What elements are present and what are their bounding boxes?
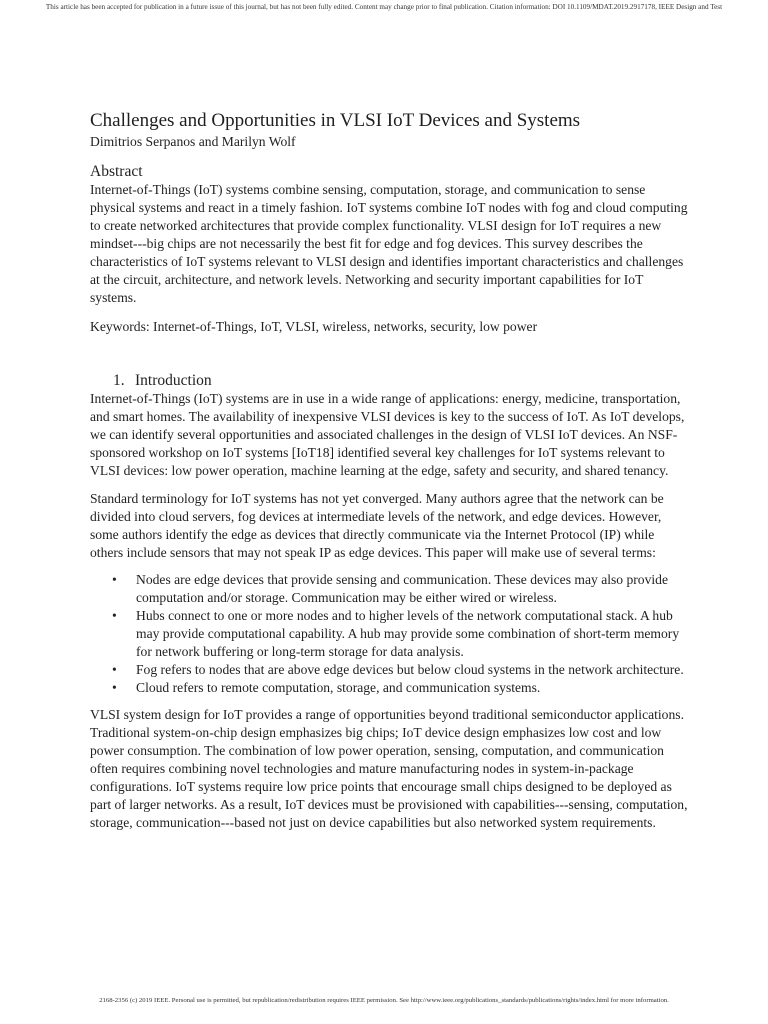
bullet-icon: •	[112, 608, 117, 623]
bullet-icon: •	[112, 662, 117, 677]
copyright-notice-footer: 2168-2356 (c) 2019 IEEE. Personal use is permitted, but republication/redistribution requires IEEE permission. See http://www.ieee.org/publications_standards/publications/rights/index.html for more information.	[99, 997, 669, 1004]
intro-paragraph-2: Standard terminology for IoT systems has not yet converged. Many authors agree that the network can be divided into cloud servers, fog devices at intermediate levels of the network, and edge devices. However, some authors identify the edge as devices that directly communicate via the Internet Protocol (IP) while others include sensors that may not speak IP as edge devices. This paper will make use of several terms:	[90, 491, 664, 560]
intro-paragraph-3: VLSI system design for IoT provides a range of opportunities beyond traditional semiconductor applications. Traditional system-on-chip design emphasizes big chips; IoT device design emphasizes low cost and low power consumption. The combination of low power operation, sensing, computation, and communication often requires combining novel technologies and mature manufacturing nodes in system-in-package configurations. IoT systems require low price points that encourage small chips designed to be deployed as part of larger networks. As a result, IoT devices must be provisioned with capabilities---sensing, computation, storage, communication---based not just on device capabilities but also networked system requirements.	[90, 707, 688, 830]
journal-notice-header: This article has been accepted for publication in a future issue of this journal, but has not been fully edited. Content may change prior to final publication. Citation information: DOI 10.1109/MDAT.2019.2917178, IEEE Design and Test	[45, 3, 723, 11]
intro-paragraph-1: Internet-of-Things (IoT) systems are in use in a wide range of applications: energy, medicine, transportation, and smart homes. The availability of inexpensive VLSI devices is key to the success of IoT. As IoT develops, we can identify several opportunities and associated challenges in the design of VLSI IoT devices. An NSF-sponsored workshop on IoT systems [IoT18] identified several key challenges for IoT systems relevant to VLSI devices: low power operation, machine learning at the edge, safety and security, and shared tenancy.	[90, 391, 685, 478]
abstract-heading: Abstract	[90, 163, 143, 180]
terminology-list	[90, 571, 690, 697]
paper-authors: Dimitrios Serpanos and Marilyn Wolf	[90, 134, 296, 149]
list-item-text: Fog refers to nodes that are above edge devices but below cloud systems in the network architecture.	[136, 662, 684, 677]
list-item-text: Nodes are edge devices that provide sensing and communication. These devices may also provide computation and/or storage. Communication may be either wired or wireless.	[136, 572, 669, 605]
bullet-icon: •	[112, 680, 117, 695]
list-item	[90, 679, 690, 697]
list-item-text: Hubs connect to one or more nodes and to higher levels of the network computational stack. A hub may provide computational capability. A hub may provide some combination of short-term memory for network buffering or long-term storage for data analysis.	[136, 608, 680, 659]
paper-body	[90, 109, 690, 832]
section-title: Introduction	[135, 372, 212, 389]
section-number: 1.	[113, 372, 125, 389]
paper-title: Challenges and Opportunities in VLSI IoT Devices and Systems	[90, 110, 581, 131]
abstract-text: Internet-of-Things (IoT) systems combine sensing, computation, storage, and communication to sense physical systems and react in a timely fashion. IoT systems combine IoT nodes with fog and cloud computing to create networked architectures that provide complex functionality. VLSI design for IoT requires a new mindset---big chips are not necessarily the best fit for edge and fog devices. This survey describes the characteristics of IoT systems relevant to VLSI design and identifies important characteristics and challenges at the circuit, architecture, and network levels. Networking and security important capabilities for IoT systems.	[90, 182, 688, 305]
section-heading-introduction	[113, 371, 690, 390]
bullet-icon: •	[112, 572, 117, 587]
list-item-text: Cloud refers to remote computation, storage, and communication systems.	[136, 680, 541, 695]
list-item	[90, 607, 690, 661]
keywords: Keywords: Internet-of-Things, IoT, VLSI, wireless, networks, security, low power	[90, 319, 538, 334]
list-item	[90, 571, 690, 607]
list-item	[90, 661, 690, 679]
